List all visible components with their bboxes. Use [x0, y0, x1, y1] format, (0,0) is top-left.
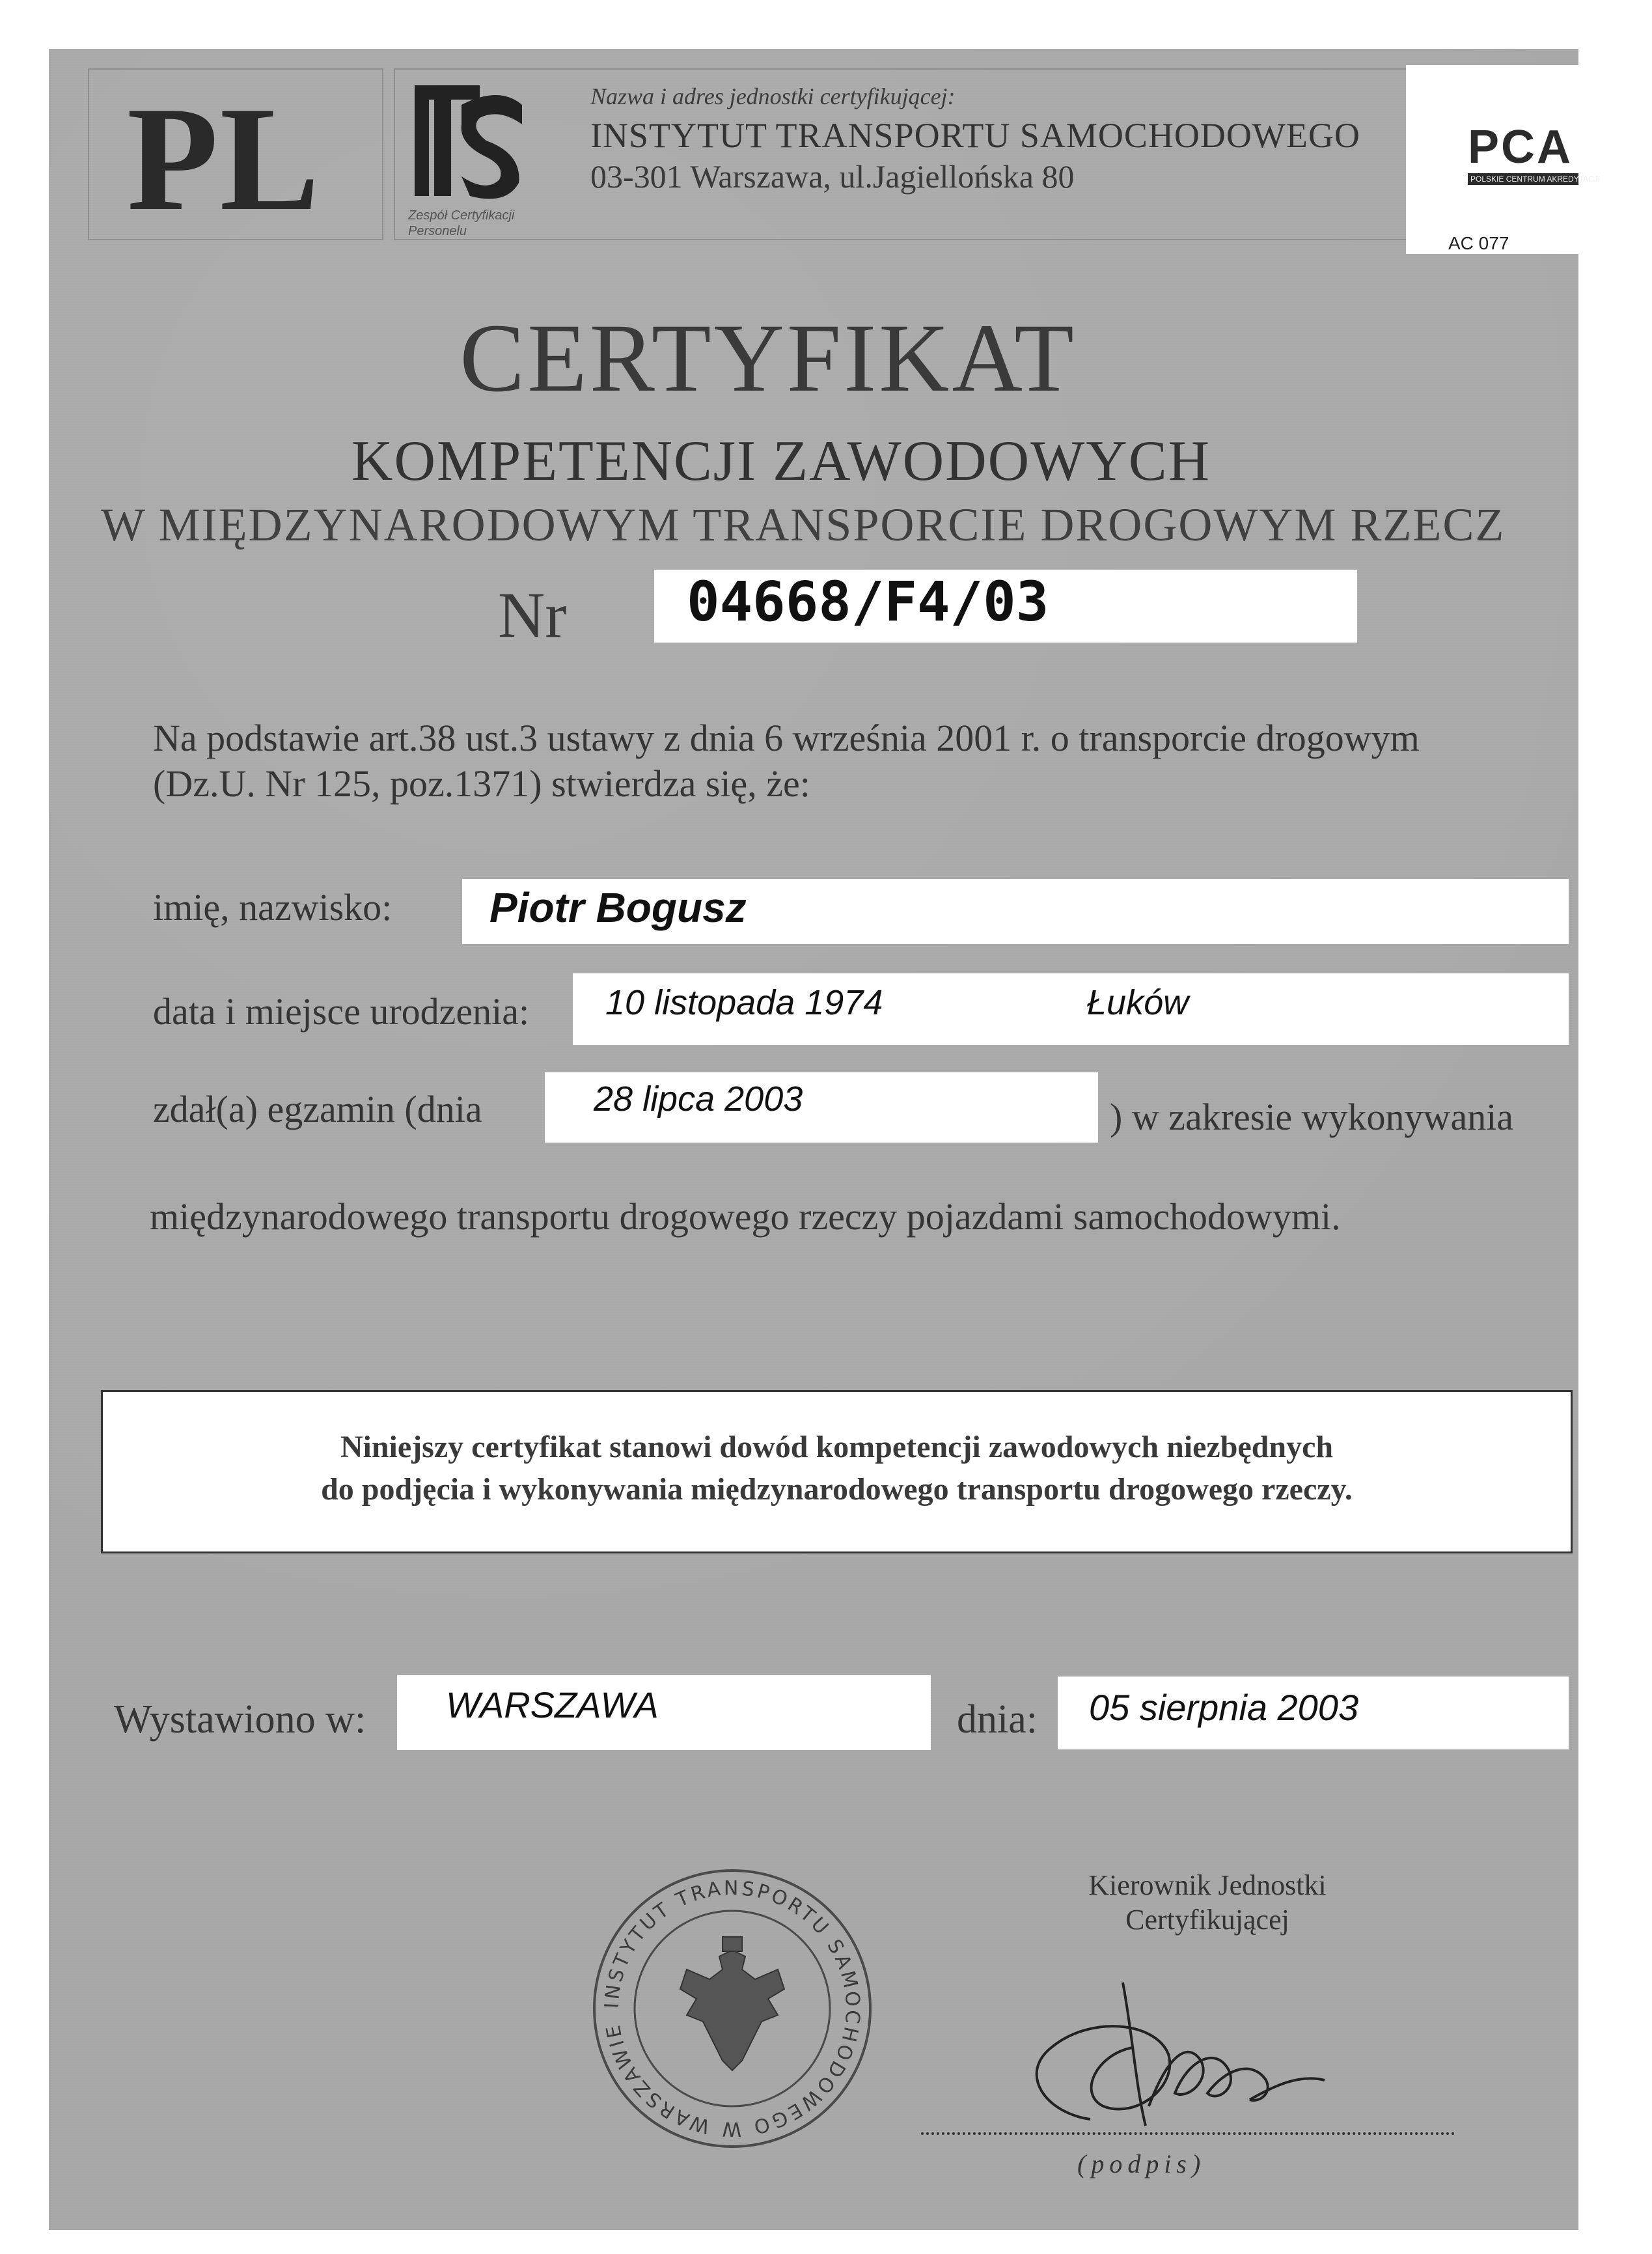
certificate-subtitle: KOMPETENCJI ZAWODOWYCH [351, 430, 1211, 493]
pca-logo-text: PCA [1468, 121, 1573, 173]
notice-box [101, 1390, 1573, 1553]
logo-caption: Zespół Certyfikacji Personelu [408, 208, 515, 238]
accreditation-box [1406, 65, 1601, 254]
exam-label: zdał(a) egzamin (dnia [153, 1088, 482, 1130]
signature-caption: (podpis) [1077, 2149, 1206, 2178]
issue-date-label: dnia: [957, 1697, 1038, 1742]
notice-line2: do podjęcia i wykonywania międzynarodowego transportu drogowego rzeczy. [321, 1472, 1353, 1507]
signatory-title-line2: Certyfikującej [1125, 1903, 1289, 1936]
name-field [462, 879, 1569, 944]
legal-basis-line2: (Dz.U. Nr 125, poz.1371) stwierdza się, że: [153, 762, 810, 805]
issue-place: WARSZAWA [446, 1684, 659, 1725]
certificate-sheet [49, 49, 1601, 2230]
seal-text: INSTYTUT TRANSPORTU SAMOCHODOWEGO W WARSZAWIE [600, 1876, 864, 2141]
certificate-title: CERTYFIKAT [460, 304, 1077, 412]
issue-place-field [397, 1675, 931, 1750]
exam-date-field [545, 1072, 1098, 1143]
issue-date-field [1058, 1677, 1569, 1749]
signature-line [921, 2132, 1455, 2135]
exam-suffix: ) w zakresie wykonywania [1110, 1096, 1514, 1138]
issue-date: 05 sierpnia 2003 [1089, 1687, 1359, 1728]
birth-label: data i miejsce urodzenia: [153, 990, 530, 1033]
birth-place: Łuków [1087, 983, 1189, 1022]
certificate-number: 04668/F4/03 [687, 570, 1049, 633]
official-seal [589, 1865, 875, 2152]
holder-name: Piotr Bogusz [489, 884, 747, 931]
signatory-title-line1: Kierownik Jednostki [1088, 1869, 1327, 1901]
number-label: Nr [498, 579, 567, 651]
eagle-seal-icon [589, 1865, 875, 2152]
institution-label: Nazwa i adres jednostki certyfikującej: [590, 83, 956, 109]
institution-box [394, 68, 1425, 240]
legal-basis-line1: Na podstawie art.38 ust.3 ustawy z dnia 6 września 2001 r. o transporcie drogowym [153, 717, 1420, 759]
notice-line1: Niniejszy certyfikat stanowi dowód kompetencji zawodowych niezbędnych [340, 1430, 1334, 1464]
handwritten-signature [993, 1956, 1357, 2152]
birth-field [573, 973, 1569, 1045]
institution-address: 03-301 Warszawa, ul.Jagiellońska 80 [590, 158, 1075, 195]
birth-date: 10 listopada 1974 [605, 983, 883, 1022]
certificate-number-field [654, 570, 1357, 643]
signature-icon [993, 1956, 1357, 2152]
exam-scope: międzynarodowego transportu drogowego rzeczy pojazdami samochodowymi. [150, 1195, 1341, 1238]
its-logo [408, 79, 538, 209]
signatory-title [1012, 1869, 1403, 1938]
country-box [88, 68, 383, 240]
issue-place-label: Wystawiono w: [114, 1697, 366, 1742]
pca-tagline: POLSKIE CENTRUM AKREDYTACJI [1468, 173, 1578, 185]
certificate-subtitle-line2: W MIĘDZYNARODOWYM TRANSPORCIE DROGOWYM RZECZ [101, 499, 1506, 551]
its-logo-icon [408, 79, 538, 209]
accreditation-number: AC 077 [1448, 233, 1509, 253]
pca-logo [1468, 121, 1601, 202]
exam-date: 28 lipca 2003 [594, 1079, 803, 1119]
country-code: PL [127, 76, 321, 242]
name-label: imię, nazwisko: [153, 886, 392, 928]
institution-name: INSTYTUT TRANSPORTU SAMOCHODOWEGO [590, 116, 1360, 155]
